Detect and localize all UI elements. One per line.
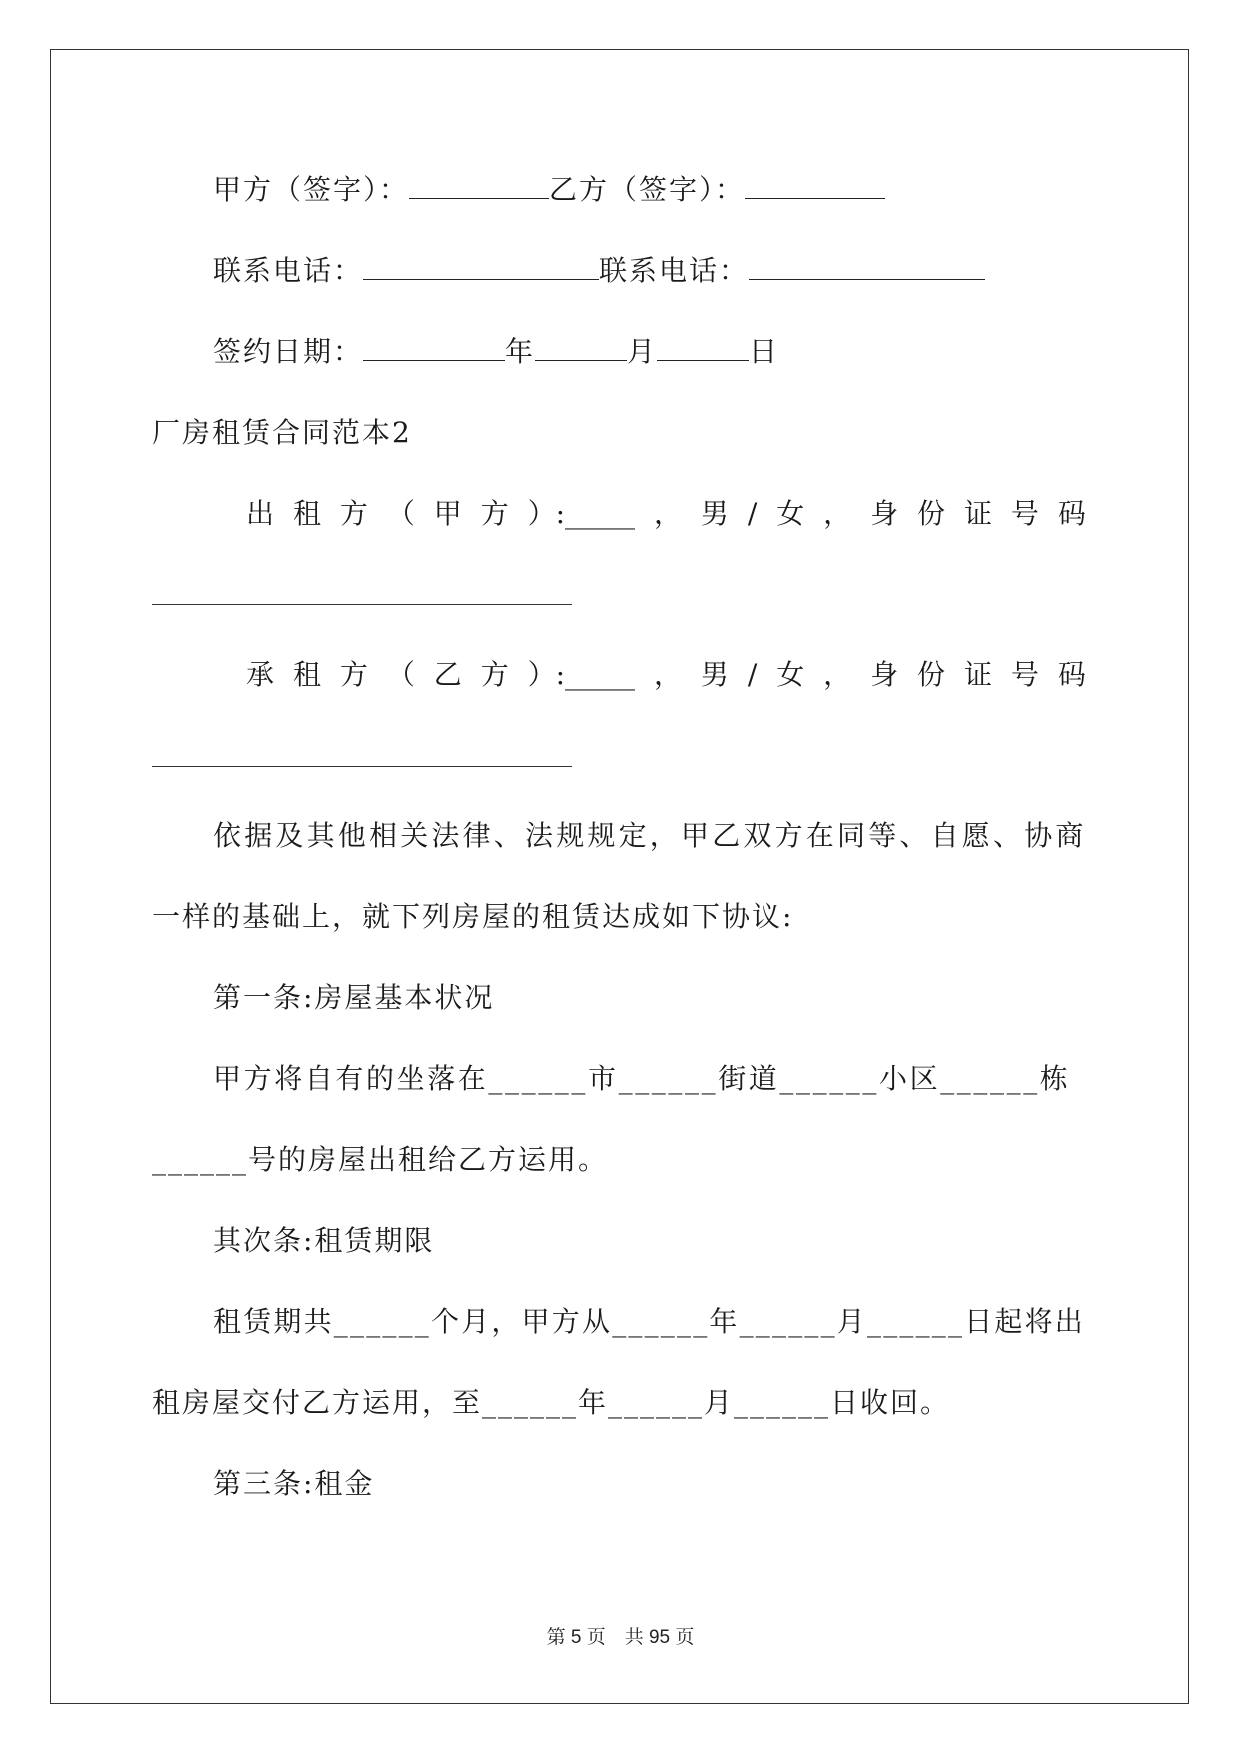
- lessee-char: ，: [823, 658, 852, 691]
- article-3-title: 第三条:租金: [213, 1467, 375, 1500]
- lessee-char: 证: [963, 658, 992, 691]
- year-label: 年: [505, 335, 536, 368]
- party-b-sign-label: 乙方（签字）：: [549, 173, 746, 206]
- lessor-char: ，: [653, 497, 682, 530]
- intro-line-1: 依据及其他相关法律、法规规定，甲乙双方在同等、自愿、协商: [213, 819, 1087, 852]
- lessee-char: （: [386, 658, 415, 691]
- lessor-char: 男: [700, 497, 729, 530]
- lessee-char: 承: [246, 658, 275, 691]
- intro-line-2: 一样的基础上，就下列房屋的租赁达成如下协议:: [152, 900, 794, 933]
- lessee-line: [246, 657, 1086, 693]
- lessee-char: 身: [870, 658, 899, 691]
- phone-blank-b: [749, 255, 985, 280]
- party-a-sign-label: 甲方（签字）：: [213, 173, 410, 206]
- day-label: 日: [749, 335, 780, 368]
- page-number-footer: 第 5 页 共 95 页: [546, 1627, 695, 1648]
- lessee-char: ）:_____: [527, 658, 636, 691]
- date-day-blank: [657, 336, 749, 361]
- lessor-char: 号: [1010, 497, 1039, 530]
- lessor-char: /: [747, 497, 758, 530]
- lessee-char: 租: [292, 658, 321, 691]
- article-2-line-1: 租赁期共______个月，甲方从______年______月______日起将出: [213, 1305, 1086, 1338]
- signature-row: [213, 172, 885, 208]
- lessee-char: 方: [339, 658, 368, 691]
- lessor-char: ，: [823, 497, 852, 530]
- article-1-title: 第一条:房屋基本状况: [213, 981, 495, 1014]
- article-1-line-1: 甲方将自有的坐落在______市______街道______小区______栋: [213, 1062, 1071, 1095]
- lessor-char: 甲: [433, 497, 462, 530]
- lessee-char: /: [747, 658, 758, 691]
- phone-row: [213, 253, 985, 289]
- phone-label-b: 联系电话：: [599, 254, 750, 287]
- lessor-char: ）:_____: [527, 497, 636, 530]
- date-year-blank: [363, 336, 505, 361]
- date-label: 签约日期：: [213, 335, 364, 368]
- lessee-char: ，: [653, 658, 682, 691]
- page-border: [50, 49, 1189, 1704]
- article-2-title: 其次条:租赁期限: [213, 1224, 435, 1257]
- lessor-char: 方: [480, 497, 509, 530]
- lessee-char: 码: [1057, 658, 1086, 691]
- article-1-line-2: ______号的房屋出租给乙方运用。: [152, 1143, 609, 1176]
- party-b-sign-blank: [745, 174, 885, 199]
- lessor-char: 女: [776, 497, 805, 530]
- lessee-char: 号: [1010, 658, 1039, 691]
- date-month-blank: [535, 336, 627, 361]
- lessor-char: 身: [870, 497, 899, 530]
- lessor-id-blank: [152, 604, 572, 605]
- lessee-char: 乙: [433, 658, 462, 691]
- lessee-char: 女: [776, 658, 805, 691]
- month-label: 月: [627, 335, 658, 368]
- lessor-char: 证: [963, 497, 992, 530]
- lessor-char: （: [386, 497, 415, 530]
- article-2-line-2: 租房屋交付乙方运用，至______年______月______日收回。: [152, 1386, 951, 1419]
- lessor-char: 份: [917, 497, 946, 530]
- party-a-sign-blank: [409, 174, 549, 199]
- lessee-char: 男: [700, 658, 729, 691]
- lessor-char: 方: [339, 497, 368, 530]
- sign-date-row: [213, 334, 779, 370]
- lessee-char: 份: [917, 658, 946, 691]
- lessor-line: [246, 496, 1086, 532]
- lessor-char: 租: [292, 497, 321, 530]
- section-title: 厂房租赁合同范本2: [152, 416, 412, 449]
- phone-blank-a: [363, 255, 599, 280]
- lessee-char: 方: [480, 658, 509, 691]
- lessee-id-blank: [152, 766, 572, 767]
- phone-label-a: 联系电话：: [213, 254, 364, 287]
- lessor-char: 出: [246, 497, 275, 530]
- lessor-char: 码: [1057, 497, 1086, 530]
